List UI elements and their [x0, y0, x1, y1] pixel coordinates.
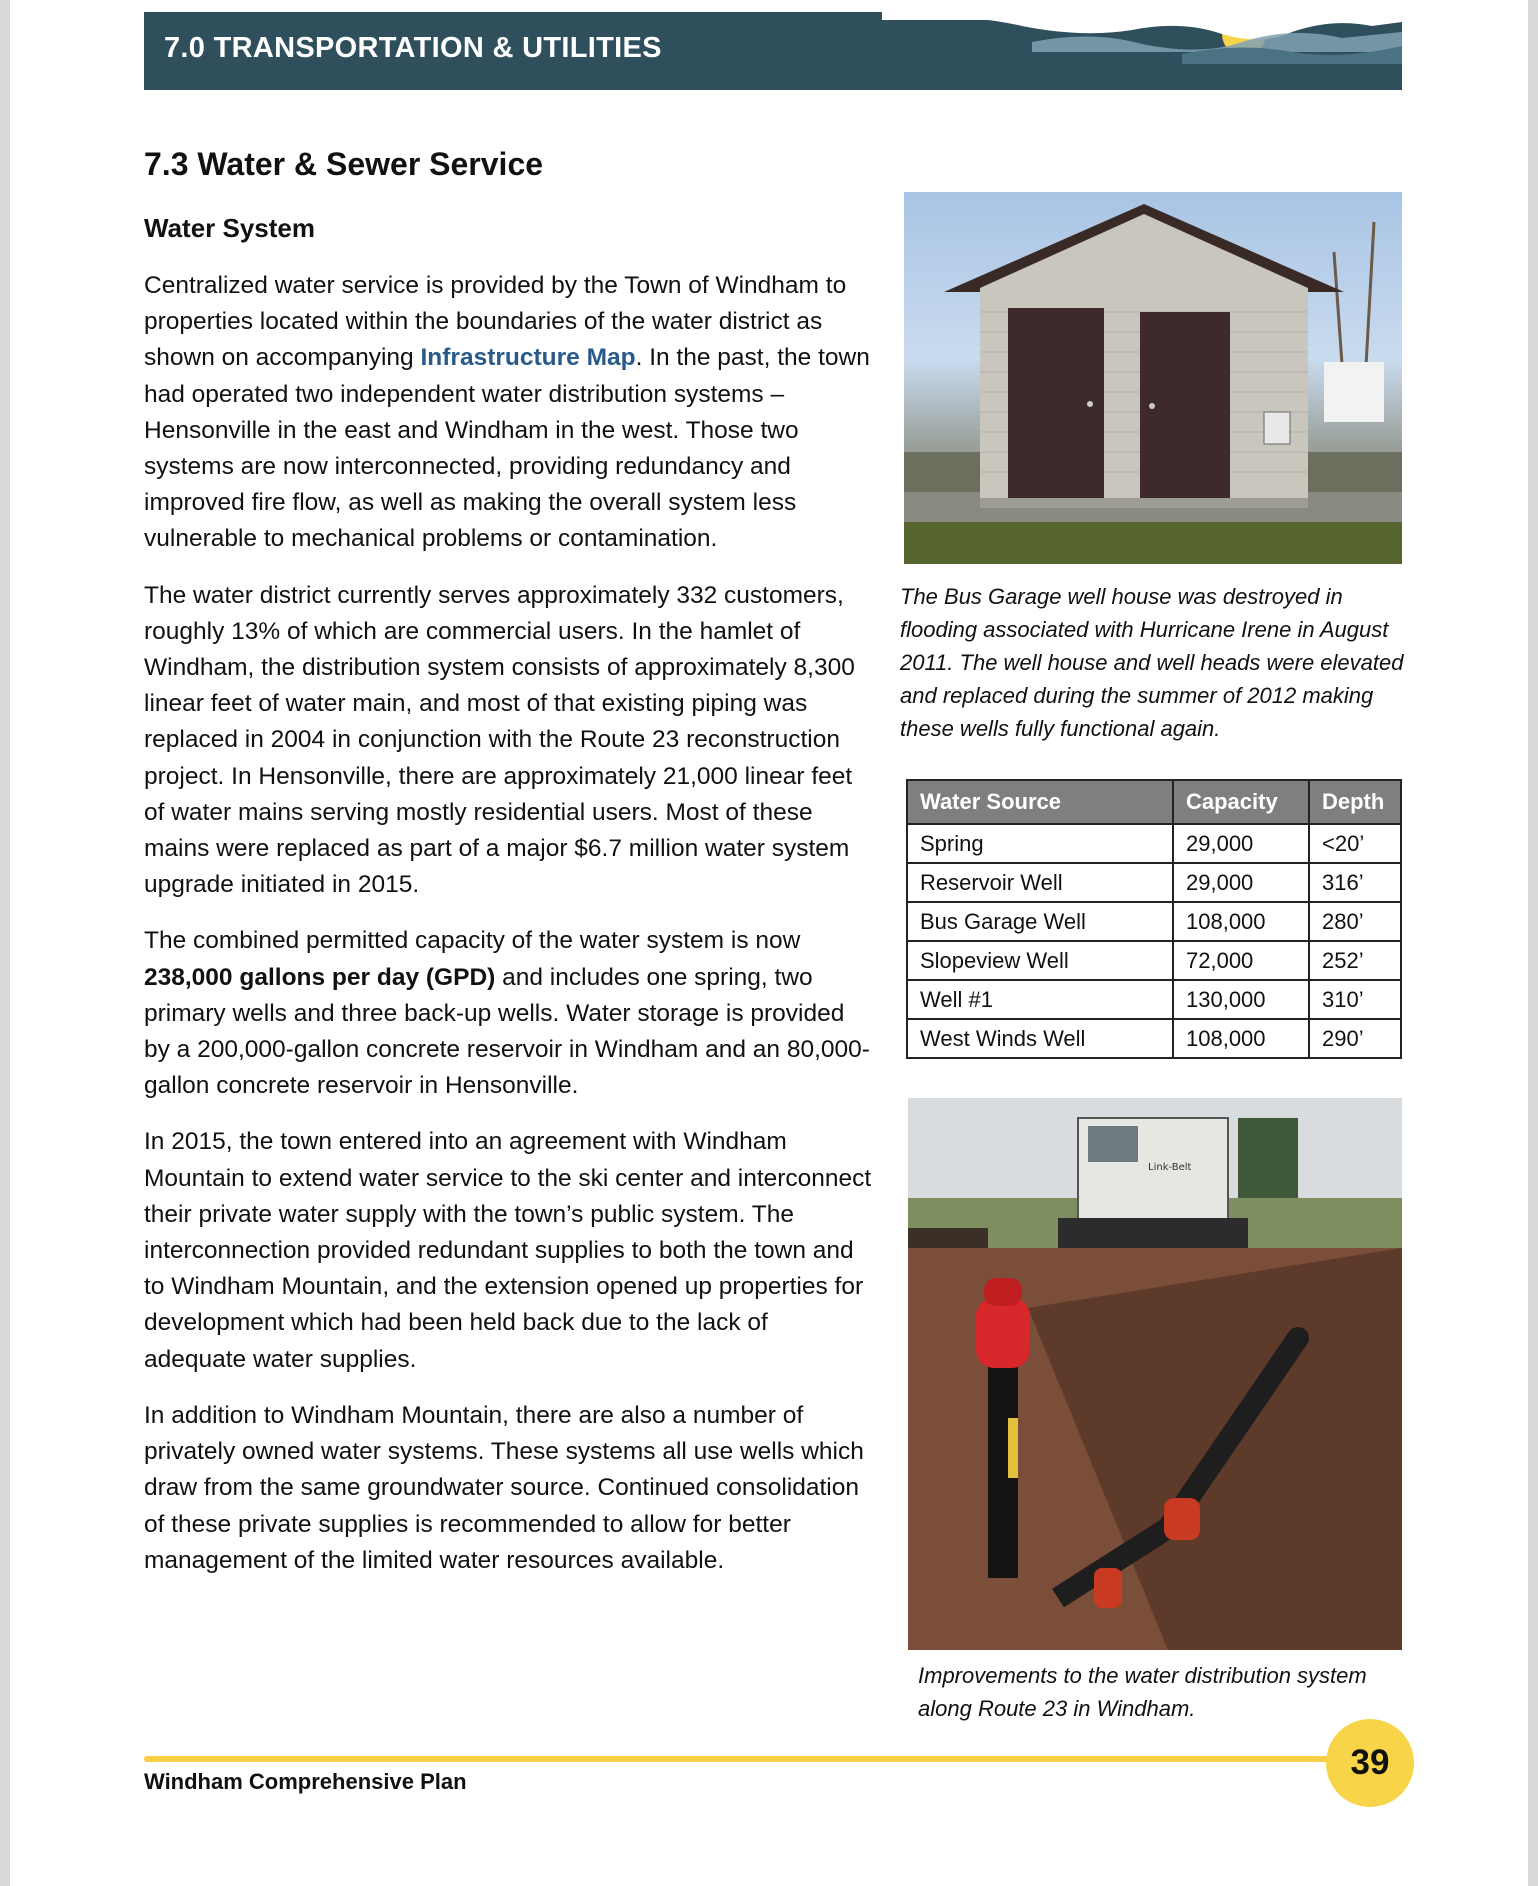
- paragraph-4: In 2015, the town entered into an agreement with Windham Mountain to extend water service to the ski center and interconnect their private water supply with the town’s public system. The interconnection provided redundant supplies to both the town and to Windham Mountain, and the extension opened up properties for development which had been held back due to the lack of adequate water supplies.: [144, 1128, 872, 1373]
- cell-depth: 252’: [1309, 941, 1401, 980]
- body-text-column: [144, 268, 874, 1599]
- capacity-highlight: 238,000 gallons per day (GPD): [144, 963, 496, 991]
- infrastructure-map-link[interactable]: Infrastructure Map: [420, 344, 636, 372]
- subsection-title: Water System: [144, 213, 315, 243]
- table-header-row: [907, 780, 1401, 824]
- chapter-title: 7.0 TRANSPORTATION & UTILITIES: [164, 32, 662, 64]
- section-title: 7.3 Water & Sewer Service: [144, 146, 544, 182]
- mountain-sun-graphic: [882, 12, 1402, 90]
- well-house-caption: The Bus Garage well house was destroyed in flooding associated with Hurricane Irene in August 2011. The well house and well heads were elevated and replaced during the summer of 2012 making these wells fully functional again.: [900, 584, 1404, 741]
- cell-depth: <20’: [1309, 824, 1401, 863]
- paragraph-2: The water district currently serves approximately 332 customers, roughly 13% of which are commercial users. In the hamlet of Windham, the distribution system consists of approximately 8,300 linear feet of water main, and most of that existing piping was replaced in 2004 in conjunction with the Route 23 reconstruction project. In Hensonville, there are approximately 21,000 linear feet of water mains serving mostly residential users. Most of these mains were replaced as part of a major $6.7 million water system upgrade initiated in 2015.: [144, 581, 855, 899]
- cell-capacity: 29,000: [1173, 863, 1309, 902]
- header-capacity: Capacity: [1173, 780, 1309, 824]
- cell-source: Well #1: [907, 980, 1173, 1019]
- table-row: [907, 941, 1401, 980]
- cell-depth: 310’: [1309, 980, 1401, 1019]
- footer-document-title: Windham Comprehensive Plan: [144, 1769, 467, 1794]
- cell-capacity: 72,000: [1173, 941, 1309, 980]
- chapter-banner: [144, 12, 1402, 90]
- paragraph-3-text-a: The combined permitted capacity of the water system is now: [144, 927, 801, 955]
- table-row: [907, 824, 1401, 863]
- cell-source: Slopeview Well: [907, 941, 1173, 980]
- water-main-excavation-photo: [908, 1098, 1402, 1650]
- cell-source: Reservoir Well: [907, 863, 1173, 902]
- cell-source: Bus Garage Well: [907, 902, 1173, 941]
- water-source-table: [906, 779, 1402, 1059]
- cell-capacity: 108,000: [1173, 1019, 1309, 1058]
- table-row: [907, 980, 1401, 1019]
- excavation-caption: Improvements to the water distribution system along Route 23 in Windham.: [918, 1663, 1367, 1721]
- cell-source: Spring: [907, 824, 1173, 863]
- well-house-photo: [904, 192, 1402, 564]
- table-row: [907, 1019, 1401, 1058]
- cell-capacity: 108,000: [1173, 902, 1309, 941]
- paragraph-3-text-b: and includes one spring, two primary wells and three back-up wells. Water storage is provided by a 200,000-gallon concrete reservoir in Windham and an 80,000-gallon concrete reservoir in Hensonville.: [144, 963, 870, 1100]
- paragraph-1: [144, 268, 874, 558]
- paragraph-3: [144, 923, 874, 1104]
- excavator-brand-text: Link-Belt: [1148, 1162, 1192, 1173]
- cell-capacity: 130,000: [1173, 980, 1309, 1019]
- header-depth: Depth: [1309, 780, 1401, 824]
- table-row: [907, 863, 1401, 902]
- paragraph-5: In addition to Windham Mountain, there are also a number of privately owned water systems. These systems all use wells which draw from the same groundwater source. Continued consolidation of these private supplies is recommended to allow for better management of the limited water resources available.: [144, 1401, 864, 1574]
- document-page: [10, 0, 1528, 1886]
- footer-divider: [144, 1756, 1364, 1762]
- table-row: [907, 902, 1401, 941]
- cell-depth: 280’: [1309, 902, 1401, 941]
- paragraph-1-text-a: Centralized water service is provided by the Town of Windham to properties located within the boundaries of the water district as shown on accompanying: [144, 272, 847, 372]
- page-number-badge: 39: [1326, 1719, 1414, 1807]
- cell-capacity: 29,000: [1173, 824, 1309, 863]
- cell-source: West Winds Well: [907, 1019, 1173, 1058]
- paragraph-1-text-b: . In the past, the town had operated two independent water distribution systems – Hensonville in the east and Windham in the west. Those two systems are now interconnected, providing redundancy and improved fire flow, as well as making the overall system less vulnerable to mechanical problems or contamination.: [144, 344, 870, 553]
- cell-depth: 316’: [1309, 863, 1401, 902]
- cell-depth: 290’: [1309, 1019, 1401, 1058]
- header-water-source: Water Source: [907, 780, 1173, 824]
